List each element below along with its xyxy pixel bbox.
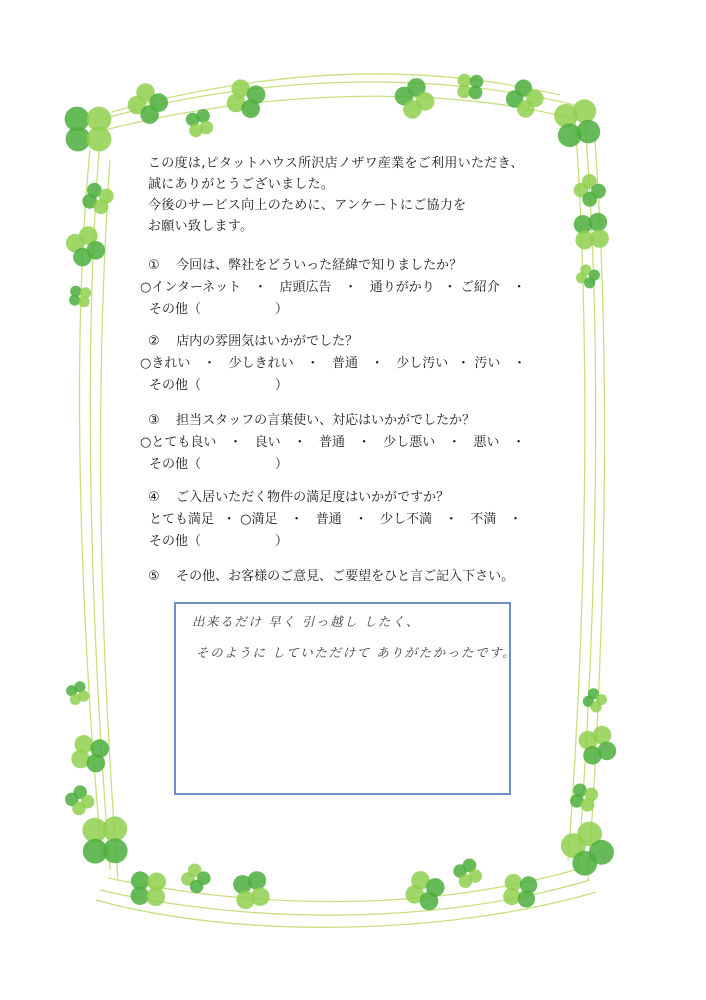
clover-icon <box>69 286 91 308</box>
question-2 <box>140 331 535 397</box>
option-very-good[interactable]: とても良い <box>151 435 217 450</box>
bullet-separator: ・ <box>290 512 304 527</box>
other-close: ） <box>275 457 289 472</box>
question-5 <box>140 566 514 588</box>
intro-line: 誠にありがとうございました。 <box>148 177 335 192</box>
intro-line: 今後のサービス向上のために、アンケートにご協力を <box>148 198 467 213</box>
clover-icon <box>66 226 105 266</box>
option-bad[interactable]: 悪い <box>473 435 500 450</box>
question-number: ④ <box>148 490 160 505</box>
question-number: ① <box>148 258 160 273</box>
question-title: その他、お客様のご意見、ご要望をひと言ご記入下さい。 <box>176 569 515 584</box>
clover-icon <box>66 681 89 705</box>
clover-icon <box>233 871 269 909</box>
question-3 <box>140 410 534 476</box>
option-good[interactable]: 良い <box>254 435 281 450</box>
selected-circle-mark: ○ <box>140 280 152 295</box>
bullet-separator: ・ <box>357 435 371 450</box>
bullet-separator: ・ <box>306 356 320 371</box>
bullet-separator: ・ <box>512 435 526 450</box>
option-average[interactable]: 普通 <box>315 512 342 527</box>
other-label: その他（ <box>149 378 202 393</box>
other-row <box>140 299 534 321</box>
clover-icon <box>554 99 600 147</box>
question-number: ③ <box>148 413 160 428</box>
clover-icon <box>82 816 127 863</box>
option-row <box>140 509 531 531</box>
question-1 <box>140 255 534 321</box>
clover-icon <box>561 822 614 876</box>
option-very-satisfied[interactable]: とても満足 <box>149 512 215 527</box>
bullet-separator: ・ <box>456 356 470 371</box>
option-passing-by[interactable]: 通りがかり <box>369 280 435 295</box>
selected-circle-mark: ○ <box>240 512 252 527</box>
other-row <box>140 375 535 397</box>
question-title: ご入居いただく物件の満足度はいかがですか？ <box>176 490 450 505</box>
other-close: ） <box>275 534 289 549</box>
option-slightly-bad[interactable]: 少し悪い <box>383 435 436 450</box>
option-internet[interactable]: インターネット <box>151 280 242 295</box>
option-average[interactable]: 普通 <box>318 435 345 450</box>
clover-icon <box>405 871 444 910</box>
clover-icon <box>453 859 482 889</box>
bullet-separator: ・ <box>512 280 526 295</box>
option-row <box>140 353 535 375</box>
question-title: 店内の雰囲気はいかがでした？ <box>176 334 359 349</box>
bullet-separator: ・ <box>344 280 358 295</box>
option-slightly-dissatisfied[interactable]: 少し不満 <box>380 512 433 527</box>
clover-icon <box>503 874 537 908</box>
bullet-separator: ・ <box>443 280 457 295</box>
option-dirty[interactable]: 汚い <box>474 356 501 371</box>
option-fairly-clean[interactable]: 少しきれい <box>228 356 294 371</box>
bullet-separator: ・ <box>202 356 216 371</box>
clover-icon <box>181 864 211 894</box>
bullet-separator: ・ <box>447 435 461 450</box>
option-dissatisfied[interactable]: 不満 <box>470 512 497 527</box>
intro-text <box>148 153 524 237</box>
option-clean[interactable]: きれい <box>151 356 191 371</box>
option-referral[interactable]: ご紹介 <box>460 280 500 295</box>
question-4 <box>140 487 531 553</box>
option-row <box>140 277 534 299</box>
other-label: その他（ <box>149 457 202 472</box>
other-row <box>140 454 534 476</box>
clover-icon <box>583 688 607 712</box>
other-row <box>140 531 531 553</box>
option-slightly-dirty[interactable]: 少し汚い <box>396 356 449 371</box>
question-number: ⑤ <box>148 569 160 584</box>
clover-icon <box>579 726 617 765</box>
bullet-separator: ・ <box>354 512 368 527</box>
other-close: ） <box>275 378 289 393</box>
option-average[interactable]: 普通 <box>331 356 358 371</box>
bullet-separator: ・ <box>228 435 242 450</box>
option-row <box>140 432 534 454</box>
option-satisfied[interactable]: 満足 <box>251 512 278 527</box>
selected-circle-mark: ○ <box>140 435 152 450</box>
clover-icon <box>65 107 112 152</box>
comment-box[interactable] <box>174 602 511 795</box>
bullet-separator: ・ <box>513 356 527 371</box>
clover-icon <box>65 785 94 815</box>
bullet-separator: ・ <box>253 280 267 295</box>
question-title: 今回は、弊社をどういった経緯で知りましたか？ <box>176 258 463 273</box>
bullet-separator: ・ <box>509 512 523 527</box>
bullet-separator: ・ <box>293 435 307 450</box>
selected-circle-mark: ○ <box>140 356 152 371</box>
handwritten-comment-line: そのように していただけて ありがたかったです。 <box>196 645 517 660</box>
clover-icon <box>131 871 166 906</box>
clover-icon <box>71 735 109 772</box>
bullet-separator: ・ <box>222 512 236 527</box>
bullet-separator: ・ <box>370 356 384 371</box>
clover-icon <box>576 264 600 288</box>
clover-icon <box>186 109 213 137</box>
clover-icon <box>128 83 168 124</box>
bullet-separator: ・ <box>444 512 458 527</box>
question-title: 担当スタッフの言葉使い、対応はいかがでしたか？ <box>176 413 476 428</box>
handwritten-comment-line: 出来るだけ 早く 引っ越し したく、 <box>192 614 420 629</box>
other-close: ） <box>275 302 289 317</box>
option-storefront-ad[interactable]: 店頭広告 <box>279 280 332 295</box>
question-number: ② <box>148 334 160 349</box>
clover-icon <box>227 79 266 118</box>
intro-line: この度は,ピタットハウス所沢店ノザワ産業をご利用いただき、 <box>148 156 524 171</box>
other-label: その他（ <box>149 302 202 317</box>
other-label: その他（ <box>149 534 202 549</box>
intro-line: お願い致します。 <box>148 219 254 234</box>
